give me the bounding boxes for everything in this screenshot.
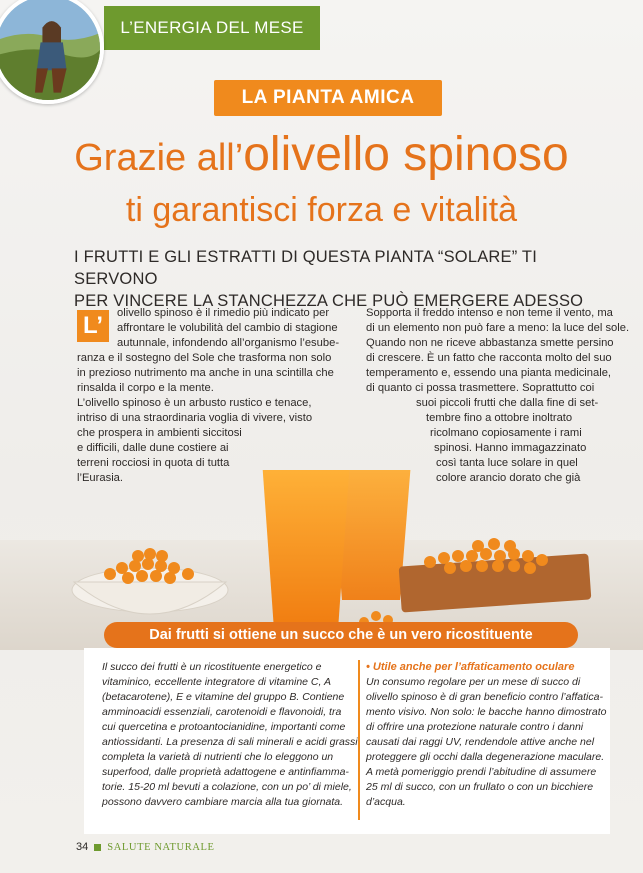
article-column-right [366,306,636,486]
body-line: ranza e il sostegno del Sole che trasforma non solo [77,352,332,364]
title-prefix: Grazie all’ [74,137,244,179]
article-column-left [77,306,347,486]
juice-glass-front [262,470,350,630]
body-line: affrontare le volubilità del cambio di stagione [117,322,338,334]
kicker-text: LA PIANTA AMICA [241,87,415,108]
body-line: l’Eurasia. [77,472,124,484]
info-box-right-column [366,660,606,810]
box-line: d’acqua. [366,796,406,808]
box-line: amminoacidi essenziali, carotenoidi e flavonoidi, tra [102,706,342,718]
title-highlight: olivello spinoso [243,128,569,181]
box-line: torie. 15-20 ml bevuti a colazione, con un po’ di miele, [102,781,352,793]
body-line: di crescere. È un fatto che racconta molto del suo [366,352,612,364]
body-line: olivello spinoso è il rimedio più indicato per [117,307,330,319]
box-line: 25 ml di succo, con un frullato o con un bicchiere [366,781,594,793]
box-line: possono davvero cambiare marcia alla tua giornata. [102,796,344,808]
column-divider [358,660,360,820]
box-line: olivello spinoso è di gran beneficio contro l’affatica- [366,691,603,703]
body-line: in prezioso nutrimento ma anche in una scintilla che [77,367,334,379]
page-number: 34 [76,841,89,853]
body-line: colore arancio dorato che già [436,472,581,484]
box-line: antiossidanti. La presenza di sali minerali e acidi grassi [102,736,358,748]
body-line: di un elemento non può fare a meno: la luce del sole. [366,322,630,334]
box-line: proteggere gli occhi dalla degenerazione maculare. [366,751,605,763]
box-line: di offrire una protezione naturale contro i danni [366,721,584,733]
box-line: completa la varietà di nutrienti che lo eleggono un [102,751,334,763]
box-line: superfood, dalle proprietà adattogene e antinfiamma- [102,766,349,778]
box-line: A metà pomeriggio prendi l’abitudine di assumere [366,766,597,778]
kicker-label [214,80,442,116]
box-line: (betacarotene), E e vitamine del gruppo B. Contiene [102,691,345,703]
box-line: cui quercetina e protoantocianidine, importanti come [102,721,346,733]
square-bullet-icon [94,844,101,851]
body-line: così tanta luce solare in quel [436,457,578,469]
body-line: Quando non ne riceve abbastanza smette persino [366,337,614,349]
body-line: e difficili, dalle dune costiere ai [77,442,229,454]
section-header [104,6,320,50]
body-line: di quanto ci possa trasmettere. Soprattutto coi [366,382,595,394]
body-line: che prospera in ambienti siccitosi [77,427,242,439]
info-box-left-column [102,660,358,810]
article-title-line-1 [0,128,643,181]
box-line: Il succo dei frutti è un ricostituente energetico e [102,661,322,673]
section-title: L’ENERGIA DEL MESE [120,18,304,37]
body-line: intriso di una straordinaria voglia di vivere, visto [77,412,313,424]
box-line: vitaminico, eccellente integratore di vitamine C, A [102,676,331,688]
avatar-photo-icon [0,0,100,100]
body-line: spinosi. Hanno immagazzinato [434,442,587,454]
body-line: terreni rocciosi in quota di tutta [77,457,230,469]
body-line: Sopporta il freddo intenso e non teme il vento, ma [366,307,613,319]
box-banner: Dai frutti si ottiene un succo che è un vero ricostituente [104,622,578,648]
body-line: autunnale, infondendo all’organismo l’esube- [117,337,340,349]
article-title-line-2: ti garantisci forza e vitalità [125,191,518,229]
subtitle-line-1: I FRUTTI E GLI ESTRATTI DI QUESTA PIANTA “SOLARE” TI SERVONO [74,248,537,288]
body-line: temperamento e, essendo una pianta medicinale, [366,367,612,379]
magazine-name: SALUTE NATURALE [107,841,215,853]
subtitle-line-2: PER VINCERE LA STANCHEZZA CHE PUÒ EMERGERE ADESSO [74,292,584,310]
drop-cap: L’ [77,310,109,342]
box-line: mento visivo. Non solo: le bacche hanno dimostrato [366,706,607,718]
article-subtitle [74,246,594,312]
body-line: L’olivello spinoso è un arbusto rustico e tenace, [77,397,312,409]
box-line: Un consumo regolare per un mese di succo di [366,676,581,688]
page-footer [76,838,215,856]
box-subheading: • Utile anche per l’affaticamento oculare [366,661,575,673]
box-line: causati dai raggi UV, rendendole attive anche nel [366,736,595,748]
body-line: ricolmano copiosamente i rami [430,427,582,439]
body-line: suoi piccoli frutti che dalla fine di set- [416,397,599,409]
body-line: rinsalda il corpo e la mente. [77,382,214,394]
body-line: tembre fino a ottobre inoltrato [426,412,573,424]
